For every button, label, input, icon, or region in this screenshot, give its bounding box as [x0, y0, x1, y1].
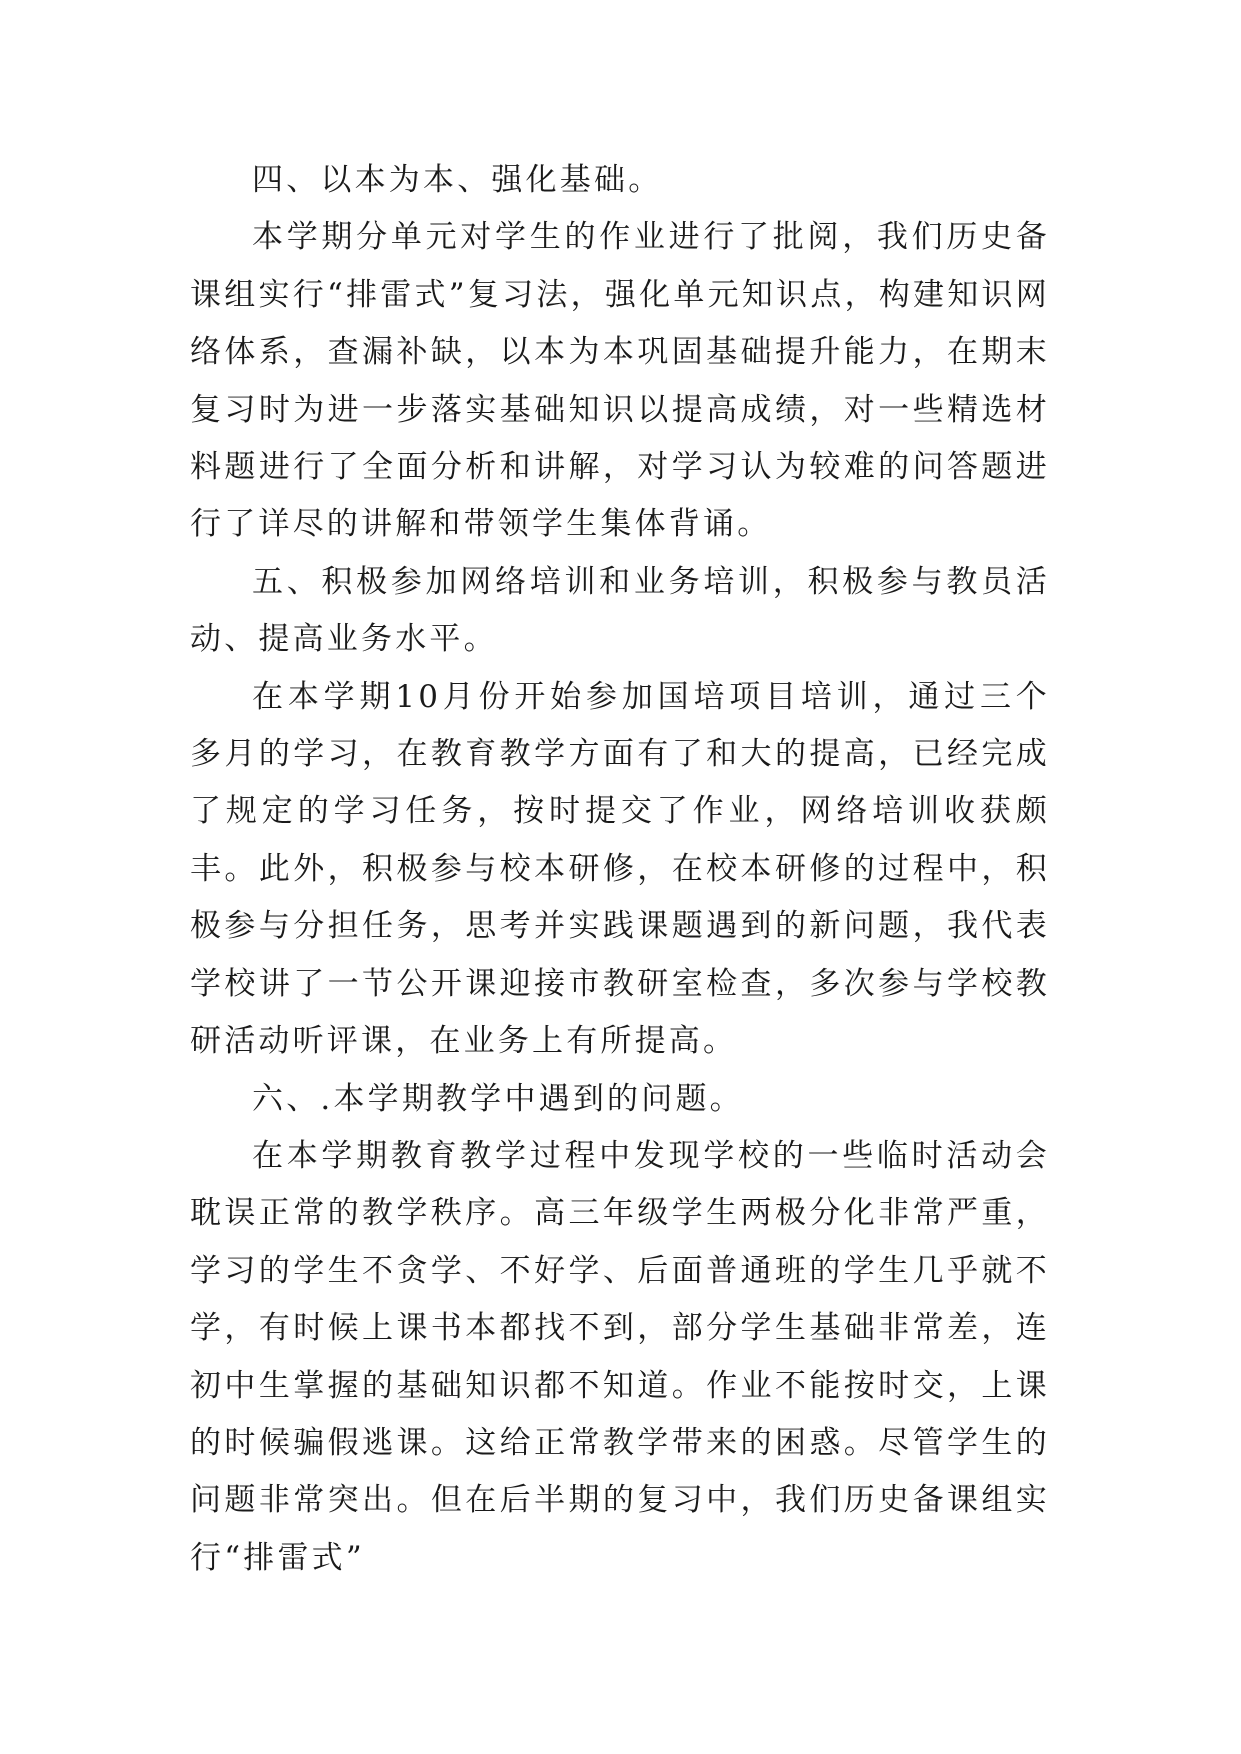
paragraph-problems: 在本学期教育教学过程中发现学校的一些临时活动会耽误正常的教学秩序。高三年级学生两极分化非常严重，学习的学生不贪学、不好学、后面普通班的学生几乎就不学，有时候上课书本都找不到，部分学生基础非常差，连初中生掌握的基础知识都不知道。作业不能按时交，上课的时候骗假逃课。这给正常教学带来的困惑。尽管学生的问题非常突出。但在后半期的复习中，我们历史备课组实行“排雷式”: [190, 1137, 1050, 1576]
document-body: [190, 152, 1050, 1587]
paragraph-training: 在本学期10月份开始参加国培项目培训，通过三个多月的学习，在教育教学方面有了和大的提高，已经完成了规定的学习任务，按时提交了作业，网络培训收获颇丰。此外，积极参与校本研修，在校本研修的过程中，积极参与分担任务，思考并实践课题遇到的新问题，我代表学校讲了一节公开课迎接市教研室检查，多次参与学校教研活动听评课，在业务上有所提高。: [190, 678, 1050, 1060]
section-heading-6: 六、.本学期教学中遇到的问题。: [252, 1080, 744, 1117]
paragraph-basics: 本学期分单元对学生的作业进行了批阅，我们历史备课组实行“排雷式”复习法，强化单元知识点，构建知识网络体系，查漏补缺，以本为本巩固基础提升能力，在期末复习时为进一步落实基础知识以提高成绩，对一些精选材料题进行了全面分析和讲解，对学习认为较难的问答题进行了详尽的讲解和带领学生集体背诵。: [190, 219, 1050, 543]
section-heading-4: 四、以本为本、强化基础。: [252, 162, 663, 198]
section-heading-5: 五、积极参加网络培训和业务培训，积极参与教员活动、提高业务水平。: [190, 563, 1050, 658]
